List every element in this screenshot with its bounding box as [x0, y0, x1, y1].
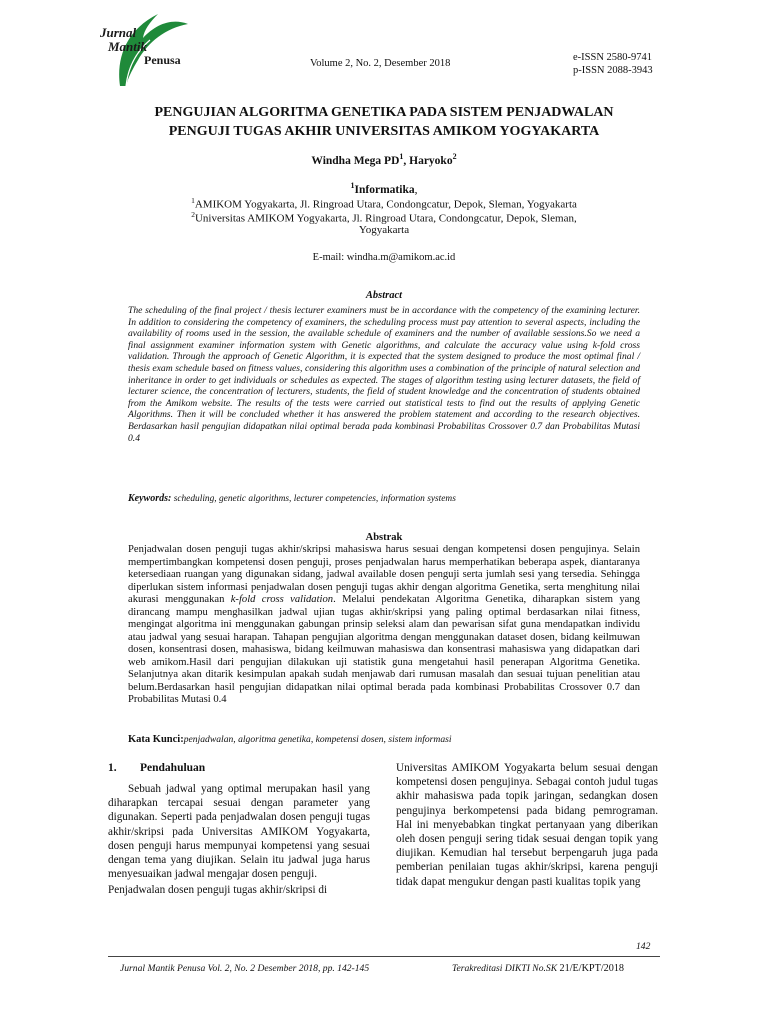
author-1: Windha Mega PD [311, 154, 400, 167]
left-paragraph-1: Sebuah jadwal yang optimal merupakan hasil yang diharapkan tercapai sesuai dengan parameter yang digunakan. Seperti pada penjadwalan dosen penguji tugas akhir/skripsi pada Universitas AMIKOM Yogyakarta, dosen penguji harus mempunyai kompetensi yang sesuai dengan tema yang diujikan. Selain itu jadwal juga harus menyesuaikan jadwal mengajar dosen penguji. [108, 783, 370, 881]
abstract-heading: Abstract [365, 290, 403, 301]
header-volume: Volume 2, No. 2, Desember 2018 [310, 58, 451, 69]
affiliation-dept: $^1$Informatika, [350, 181, 418, 196]
footer-accreditation: Terakreditasi DIKTI No.SK 21/E/KPT/2018 [452, 963, 625, 974]
section-heading: 1. Pendahuluan [108, 762, 206, 774]
leaf-logo-icon [88, 8, 208, 88]
affiliation-line-2: $^2$Universitas AMIKOM Yogyakarta, Jl. Ringroad Utara, Condongcatur, Depok, Sleman, [191, 210, 577, 225]
author-email[interactable]: E-mail: windha.m@amikom.ac.id [312, 252, 456, 263]
paper-title [0, 103, 768, 141]
footer-citation: Jurnal Mantik Penusa Vol. 2, No. 2 Desember 2018, pp. 142-145 [120, 963, 370, 974]
footer-rule [108, 956, 660, 957]
affiliation-line-1: $^1$AMIKOM Yogyakarta, Jl. Ringroad Utara, Condongcatur, Depok, Sleman, Yogyakarta [191, 196, 577, 211]
logo-text-line3: Penusa [144, 53, 181, 67]
abstract-body: The scheduling of the final project / thesis lecturer examiners must be in accordance with the competency of the examining lecturer. In addition to considering the competency of examiners, the scheduling process must pay attention to several aspects, including the availability of rooms used in the session, the available schedule of examiners and the number of available sessions.So we need a final assignment examiner information system with Genetic algorithms, and calculate the accuracy value using k-fold cross validation. Through the approach of Genetic Algorithm, it is expected that the system designed to produce the most optimal final / thesis exam schedule based on fitness values, considering this algorithm uses a combination of the principle of natural selection and inheritance in order to get individuals or schedules as expected. The stages of algorithm testing using lecturer datasets, the field of lecturer science, the concentration of lecturers, students, the field of student knowledge and the concentration of students obtained from the Amikom website. The results of the tests were carried out statistical tests to find out the results of applying Genetic Algorithms. Then it will be concluded whether it has answered the problem statement and according to the research objectives. Berdasarkan hasil pengujian didapatkan nilai optimal berada pada kombinasi Probabilitas Crossover 0.7 dan Probabilitas Mutasi 0.4 [128, 305, 640, 444]
kata-kunci: Kata Kunci:penjadwalan, algoritma genetika, kompetensi dosen, sistem informasi [128, 734, 452, 745]
journal-logo [88, 8, 208, 88]
keywords: Keywords: scheduling, genetic algorithms, lecturer competencies, information systems [128, 493, 456, 504]
logo-text-line1: Jurnal [100, 25, 137, 40]
right-column: Universitas AMIKOM Yogyakarta belum sesuai dengan kompetensi dosen pengujinya. Sebagai contoh judul tugas akhir mahasiswa pada topik jaringan, sedangkan dosen pengujinya berkompetensi pada bidang pemrograman. Hal ini menyebabkan tingkat pertanyaan yang diberikan oleh dosen penguji sering tidak sesuai dengan topik yang diujikan. Kemudian hal tersebut berpengaruh juga pada pemberian penilaian tugas akhir/skripsi, karena penguji tidak dapat mengukur dengan pasti kualitas topik yang [396, 762, 658, 888]
affiliation-line-3: Yogyakarta [358, 224, 410, 236]
page-number: 142 [636, 941, 651, 952]
author-2: , Haryoko [403, 154, 453, 167]
left-paragraph-2: Penjadwalan dosen penguji tugas akhir/skripsi di [108, 884, 328, 897]
header-pissn: p-ISSN 2088-3943 [573, 65, 653, 76]
title-line-2: PENGUJI TUGAS AKHIR UNIVERSITAS AMIKOM YOGYAKARTA [168, 124, 600, 139]
authors: Windha Mega $PD^1$, Haryoko$^2$ [311, 152, 457, 167]
logo-text-line2: Mantik [108, 39, 148, 54]
title-line-1: PENGUJIAN ALGORITMA GENETIKA PADA SISTEM PENJADWALAN [154, 105, 614, 120]
abstrak-heading: Abstrak [365, 532, 403, 543]
abstrak-body: Penjadwalan dosen penguji tugas akhir/skripsi mahasiswa harus sesuai dengan kompetensi dosen pengujinya. Selain mempertimbangkan kompetensi dosen penguji, proses penjadwalan harus memperhatikan beberapa aspek, diantaranya ketersediaan ruangan yang digunakan sidang, jadwal available dosen penguji serta jumlah sesi yang tersedia. Sehingga diperlukan sistem informasi penjadwalan dosen penguji tugas akhir dengan algoritma Genetika, serta menghitung nilai akurasi menggunakan k-fold cross validation. Melalui pendekatan Algoritma Genetika, diharapkan sistem yang dirancang mampu menghasilkan jadwal ujian tugas akhir/skripsi yang paling optimal berdasarkan nilai fitness, mengingat algoritma ini menggunakan gabungan prinsip seleksi alam dan pewarisan sifat guna mendapatkan individu atau jadwal yang sesuai harapan. Tahapan pengujian algoritma dengan menggunakan dataset dosen, bidang keilmuwan dosen, konsentrasi dosen, mahasiswa, bidang keilmuwan mahasiswa dan konsentrasi mahasiswa yang didapatkan dari web amikom.Hasil dari pengujian dilakukan uji statistik guna mengetahui hasil penerapan Algoritma Genetika. Selanjutnya akan ditarik kesimpulan apakah sudah menjawab dari rumusan masalah dan sesuai tujuan penelitian atau belum.Berdasarkan hasil pengujian didapatkan nilai optimal berada pada kombinasi Probabilitas Crossover 0.7 dan Probabilitas Mutasi 0.4 [128, 544, 640, 705]
header-eissn: e-ISSN 2580-9741 [573, 52, 653, 63]
left-column [108, 782, 370, 898]
